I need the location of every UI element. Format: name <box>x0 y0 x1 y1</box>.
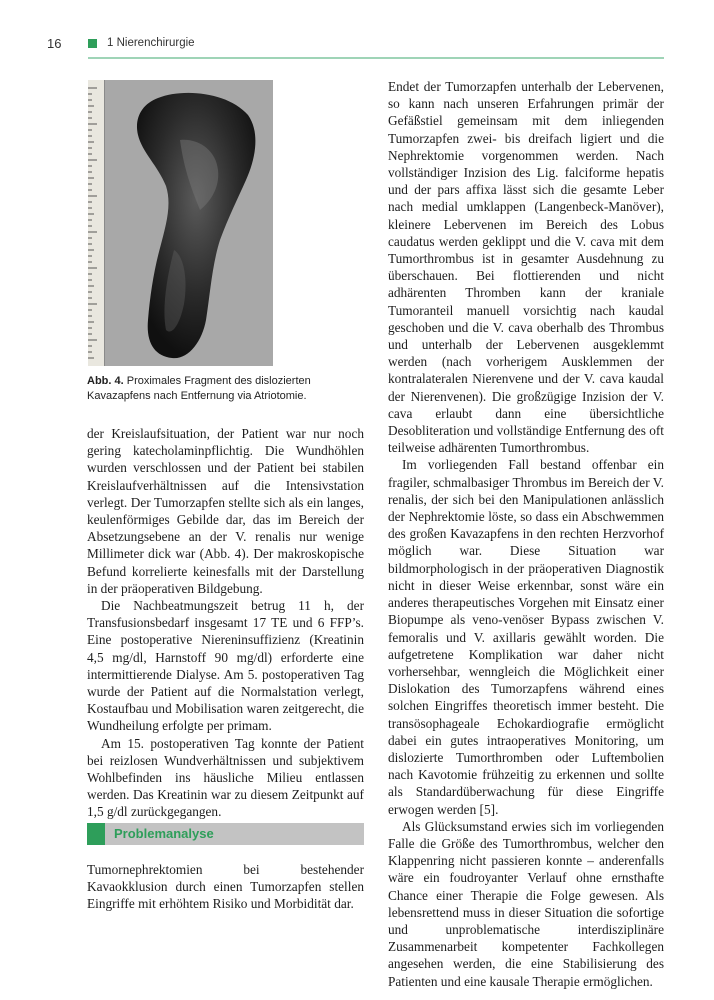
specimen-photo <box>88 80 273 366</box>
figure-caption <box>87 374 364 403</box>
caption-text-1: Proximales Fragment des dislozierten <box>126 375 311 387</box>
header-marker-square <box>88 39 97 48</box>
paragraph: Im vorliegenden Fall bestand offenbar ein fragiler, schmalbasiger Thrombus im Bereich der V. renalis, der sich bei den Manipulationen anlässlich der Nephrektomie löste, so dass ein Abschwemmen des großen Kavazapfens in den rechten Herzvorhof möglich war. Diese Situation war bildmorphologisch in der präoperativen Diagnostik nicht in dieser Weise erkennbar, sonst wäre ein anderes therapeutisches Vorgehen mit Einsatz einer Biopumpe als veno-venöser Bypass zwischen V. femoralis und V. axillaris gewählt worden. Die aufgetretene Komplikation war daher nicht vorhersehbar, wenngleich die Möglichkeit einer Dislokation des Tumorzapfens während eines solchen Eingriffes theoretisch immer besteht. Die transösophageale Echokardiografie ermöglicht dabei ein gutes intraoperatives Monitoring, um dislozierte Tumorthromben oder Luftembolien nach Kavotomie frühzeitig zu erkennen und sollte als Standardüberwachung für diese Eingriffe erwogen werden [5]. <box>388 457 664 817</box>
paragraph: Endet der Tumorzapfen unterhalb der Lebervenen, so kann nach unseren Erfahrungen primär der Gefäßstiel gemeinsam mit dem inliegenden Tumorzapfen zwei- bis dreifach ligiert und die Nephrektomie vorgenommen werden. Nach vollständiger Inzision des Lig. falciforme hepatis und der pars affixa lässt sich die gesamte Leber nach medial umklappen (Langenbeck-Manöver), kleinere Lebervenen im Bereich des Lobus caudatus werden geklippt und die V. cava mit dem Tumorthrombus ist in gesamter Ausdehnung zu überschauen. Bei flottierenden und nicht adhärenten Thromben kann der kraniale Tumoranteil manuell vorsichtig nach kaudal geschoben und die V. cava oberhalb des Thrombus und unterhalb der Lebervenen ausgeklemmt werden (nach vorherigem Ausklemmen der kontralateralen Nierenvene und der V. cava kaudal der Nierenvenen). Die großzügige Inzision der V. cava erlaubt dann eine übersichtliche Desobliteration und vollständige Entfernung des oft teilweise adhärenten Tumorthrombus. <box>388 79 664 456</box>
figure-label: Abb. 4. <box>87 375 124 387</box>
caption-text-2: Kavazapfens nach Entfernung via Atriotomie. <box>87 389 307 402</box>
paragraph: Als Glücksumstand erwies sich im vorliegenden Falle die Größe des Tumorthrombus, welcher den Klappenring nicht passieren konnte – anderenfalls wäre ein foudroyanter Verlauf ohne ernsthafte Chance einer Therapie die Folge gewesen. Als lebensrettend muss in dieser Situation die sofortige und unproblematische interdisziplinäre Zusammenarbeit kompetenter Fachkollegen angesehen werden, die eine Stabilisierung des Patienten und eine kausale Therapie ermöglichen. <box>388 818 664 989</box>
chapter-title: 1 Nierenchirurgie <box>107 37 195 49</box>
paragraph: Am 15. postoperativen Tag konnte der Patient bei reizlosen Wundverhältnissen und subjektivem Wohlbefinden ins häusliche Milieu entlassen werden. Das Kreatinin war zu diesem Zeitpunkt auf 1,5 g/dl zurückgegangen. <box>87 735 364 820</box>
section-title: Problemanalyse <box>114 826 214 841</box>
left-column-text <box>87 425 364 821</box>
right-column-text <box>388 78 664 990</box>
section-body <box>87 861 364 913</box>
paragraph: der Kreislaufsituation, der Patient war nur noch gering katecholaminpflichtig. Die Wundhöhlen wurden verschlossen und der Patient bei stabilen Kreislaufverhältnissen auf die Intensivstation verlegt. Der Tumorzapfen stellte sich als ein langes, keulenförmiges Gebilde dar, das im Bereich der Absetzungsebene an der V. renalis nur wenige Millimeter dick war (Abb. 4). Der makroskopische Befund korrelierte keinesfalls mit der Darstellung in der präoperativen Bildgebung. <box>87 426 364 596</box>
running-header <box>47 36 664 54</box>
header-rule <box>88 57 664 59</box>
paragraph: Tumornephrektomien bei bestehender Kavaokklusion durch einen Tumorzapfen stellen Eingriffe mit erhöhtem Risiko und Morbidität dar. <box>87 862 364 912</box>
paragraph: Die Nachbeatmungszeit betrug 11 h, der Transfusionsbedarf insgesamt 17 TE und 6 FFP’s. Eine postoperative Niereninsuffizienz (Kreatinin 4,5 mg/dl, Harnstoff 90 mg/dl) erforderte eine intermittierende Dialyse. Am 5. postoperativen Tag wurde der Patient auf die Normalstation verlegt, Kostaufbau und Mobilisation waren zeitgerecht, die Wundheilung erfolgte per primam. <box>87 598 364 734</box>
section-accent <box>87 823 105 845</box>
section-heading <box>87 823 364 845</box>
specimen-shape <box>88 80 273 366</box>
page-number: 16 <box>47 36 62 51</box>
